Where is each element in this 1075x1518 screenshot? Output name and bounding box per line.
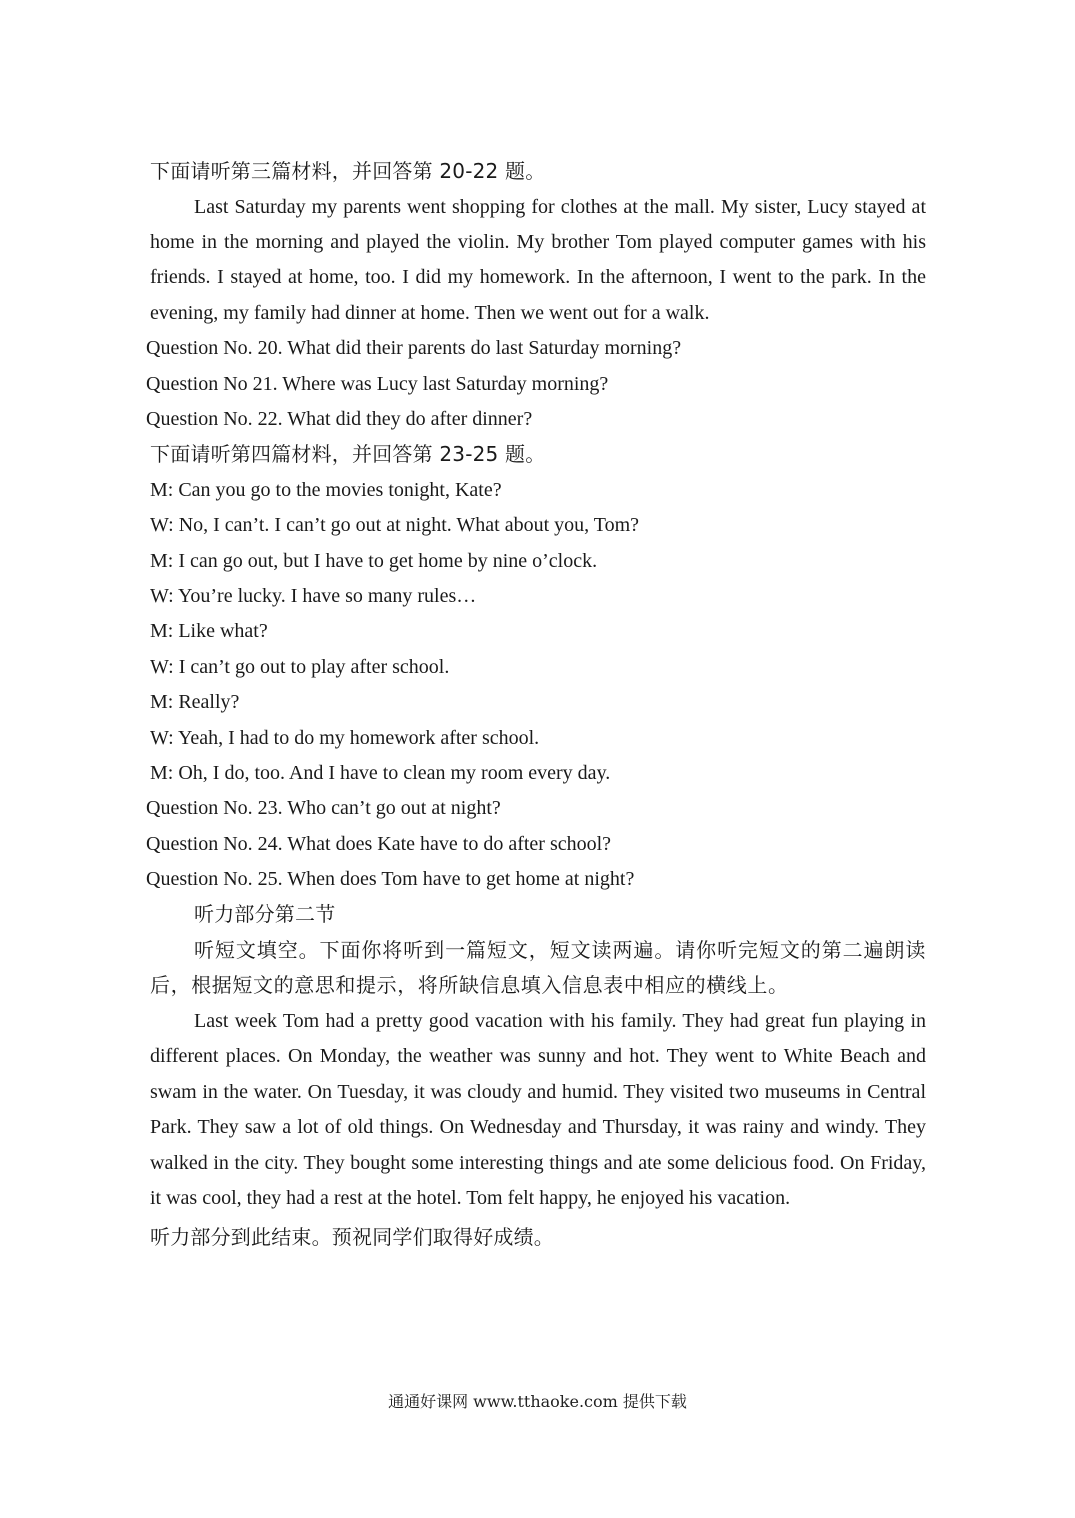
question-23: Question No. 23. Who can’t go out at night?: [146, 797, 501, 820]
part2-passage: Last week Tom had a pretty good vacation with his family. They had great fun playing in different places. On Monday, the weather was sunny and hot. They went to White Beach and swam in the water. On Tuesday, it was cloudy and humid. They visited two museums in Central Park. They saw a lot of old things. On Wednesday and Thursday, it was rainy and windy. They walked in the city. They bought some interesting things and ate some delicious food. On Friday, it was cool, they had a rest at the hotel. Tom felt happy, he enjoyed his vacation.: [150, 1009, 926, 1210]
part2-heading: 听力部分第二节: [194, 902, 336, 927]
section4-heading: 下面请听第四篇材料，并回答第 23-25 题。: [150, 442, 546, 467]
question-24: Question No. 24. What does Kate have to do after school?: [146, 832, 612, 855]
dialog-line-3: M: I can go out, but I have to get home by nine o’clock.: [150, 549, 598, 572]
dialog-line-5: M: Like what?: [150, 620, 268, 643]
section3-heading: 下面请听第三篇材料，并回答第 20-22 题。: [150, 159, 546, 183]
section3-passage: Last Saturday my parents went shopping for clothes at the mall. My sister, Lucy stayed at home in the morning and played the violin. My brother Tom played computer games with his friends. I stayed at home, too. I did my homework. In the afternoon, I went to the park. In the evening, my family had dinner at home. Then we went out for a walk.: [150, 195, 926, 324]
dialog-line-9: M: Oh, I do, too. And I have to clean my room every day.: [150, 761, 611, 784]
dialog-line-8: W: Yeah, I had to do my homework after school.: [150, 726, 540, 749]
dialog-line-4: W: You’re lucky. I have so many rules…: [150, 584, 477, 607]
dialog-line-1: M: Can you go to the movies tonight, Kate?: [150, 478, 502, 501]
dialog-line-7: M: Really?: [150, 691, 240, 714]
dialog-line-6: W: I can’t go out to play after school.: [150, 655, 450, 678]
question-21: Question No 21. Where was Lucy last Saturday morning?: [146, 372, 609, 395]
part2-instruction: 听短文填空。下面你将听到一篇短文，短文读两遍。请你听完短文的第二遍朗读后，根据短文的意思和提示，将所缺信息填入信息表中相应的横线上。: [150, 937, 926, 998]
question-25: Question No. 25. When does Tom have to get home at night?: [146, 868, 635, 891]
dialog-line-2: W: No, I can’t. I can’t go out at night. What about you, Tom?: [150, 514, 640, 537]
question-22: Question No. 22. What did they do after dinner?: [146, 407, 533, 430]
question-20: Question No. 20. What did their parents do last Saturday morning?: [146, 337, 682, 360]
page-content: [146, 154, 926, 1256]
closing-remark: 听力部分到此结束。预祝同学们取得好成绩。: [150, 1225, 554, 1250]
page-footer: 通通好课网 www.tthaoke.com 提供下载: [388, 1392, 687, 1411]
